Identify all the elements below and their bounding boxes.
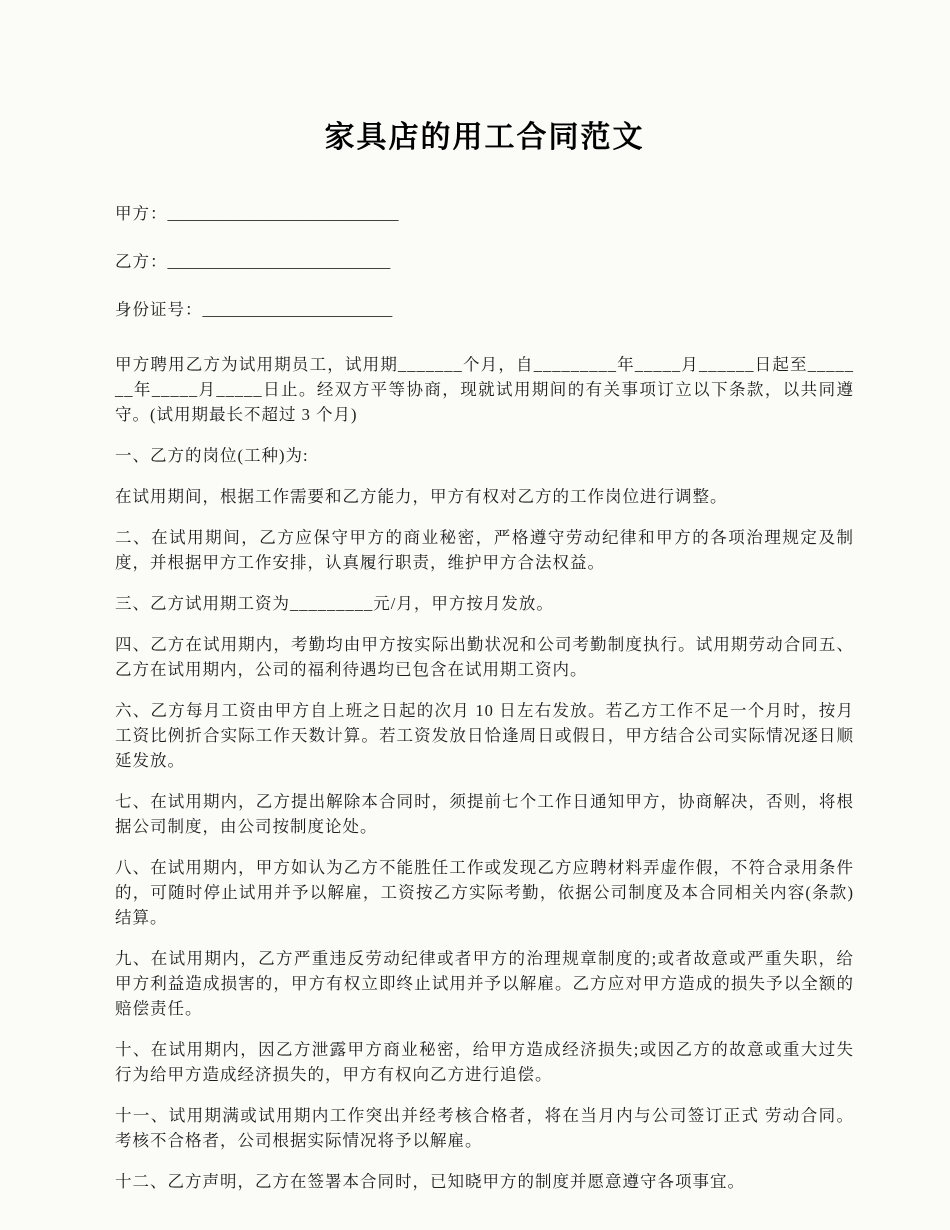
party-a-field bbox=[115, 200, 854, 224]
id-number-blank-line: _______________________ bbox=[202, 300, 393, 319]
party-a-blank-line: ____________________________ bbox=[167, 204, 399, 223]
party-b-field bbox=[115, 248, 854, 272]
document-title: 家具店的用工合同范文 bbox=[324, 121, 645, 154]
contract-body bbox=[115, 352, 854, 1194]
party-b-blank-line: ___________________________ bbox=[167, 252, 391, 271]
party-a-label: 甲方： bbox=[115, 204, 168, 223]
paragraph-clause-12: 十二、乙方声明，乙方在签署本合同时，已知晓甲方的制度并愿意遵守各项事宜。 bbox=[115, 1172, 745, 1191]
party-b-label: 乙方： bbox=[115, 252, 168, 271]
paragraph-clause-10: 十、在试用期内，因乙方泄露甲方商业秘密，给甲方造成经济损失;或因乙方的故意或重大过失行为给甲方造成经济损失的，甲方有权向乙方进行追偿。 bbox=[115, 1040, 854, 1084]
paragraph-clause-1b: 在试用期间，根据工作需要和乙方能力，甲方有权对乙方的工作岗位进行调整。 bbox=[115, 487, 728, 506]
id-number-field bbox=[115, 296, 854, 320]
paragraph-intro: 甲方聘用乙方为试用期员工，试用期_______个月，自_________年_____月______日起至_______年_____月_____日止。经双方平等协商，现就试用期间的有关事项订立以下条款，以共同遵守。(试用期最长不超过 3 个月) bbox=[115, 355, 854, 424]
paragraph-clause-3: 三、乙方试用期工资为_________元/月，甲方按月发放。 bbox=[115, 594, 554, 613]
paragraph-clause-1: 一、乙方的岗位(工种)为: bbox=[115, 446, 309, 465]
id-number-label: 身份证号： bbox=[115, 300, 203, 319]
paragraph-clause-11: 十一、试用期满或试用期内工作突出并经考核合格者，将在当月内与公司签订正式 劳动合同。考核不合格者，公司根据实际情况将予以解雇。 bbox=[115, 1106, 854, 1150]
paragraph-clause-9: 九、在试用期内，乙方严重违反劳动纪律或者甲方的治理规章制度的;或者故意或严重失职，给甲方利益造成损害的，甲方有权立即终止试用并予以解雇。乙方应对甲方造成的损失予以全额的赔偿责任。 bbox=[115, 949, 854, 1018]
paragraph-clause-4-5: 四、乙方在试用期内，考勤均由甲方按实际出勤状况和公司考勤制度执行。试用期劳动合同五、乙方在试用期内，公司的福利待遇均已包含在试用期工资内。 bbox=[115, 635, 854, 679]
paragraph-clause-6: 六、乙方每月工资由甲方自上班之日起的次月 10 日左右发放。若乙方工作不足一个月时，按月工资比例折合实际工作天数计算。若工资发放日恰逢周日或假日，甲方结合公司实际情况逐日顺延发放。 bbox=[115, 701, 854, 770]
paragraph-clause-7: 七、在试用期内，乙方提出解除本合同时，须提前七个工作日通知甲方，协商解决，否则，将根据公司制度，由公司按制度论处。 bbox=[115, 792, 854, 836]
paragraph-clause-2: 二、在试用期间，乙方应保守甲方的商业秘密，严格遵守劳动纪律和甲方的各项治理规定及制度，并根据甲方工作安排，认真履行职责，维护甲方合法权益。 bbox=[115, 528, 854, 572]
paragraph-clause-8: 八、在试用期内，甲方如认为乙方不能胜任工作或发现乙方应聘材料弄虚作假，不符合录用条件的，可随时停止试用并予以解雇，工资按乙方实际考勤，依据公司制度及本合同相关内容(条款)结算。 bbox=[115, 858, 854, 927]
